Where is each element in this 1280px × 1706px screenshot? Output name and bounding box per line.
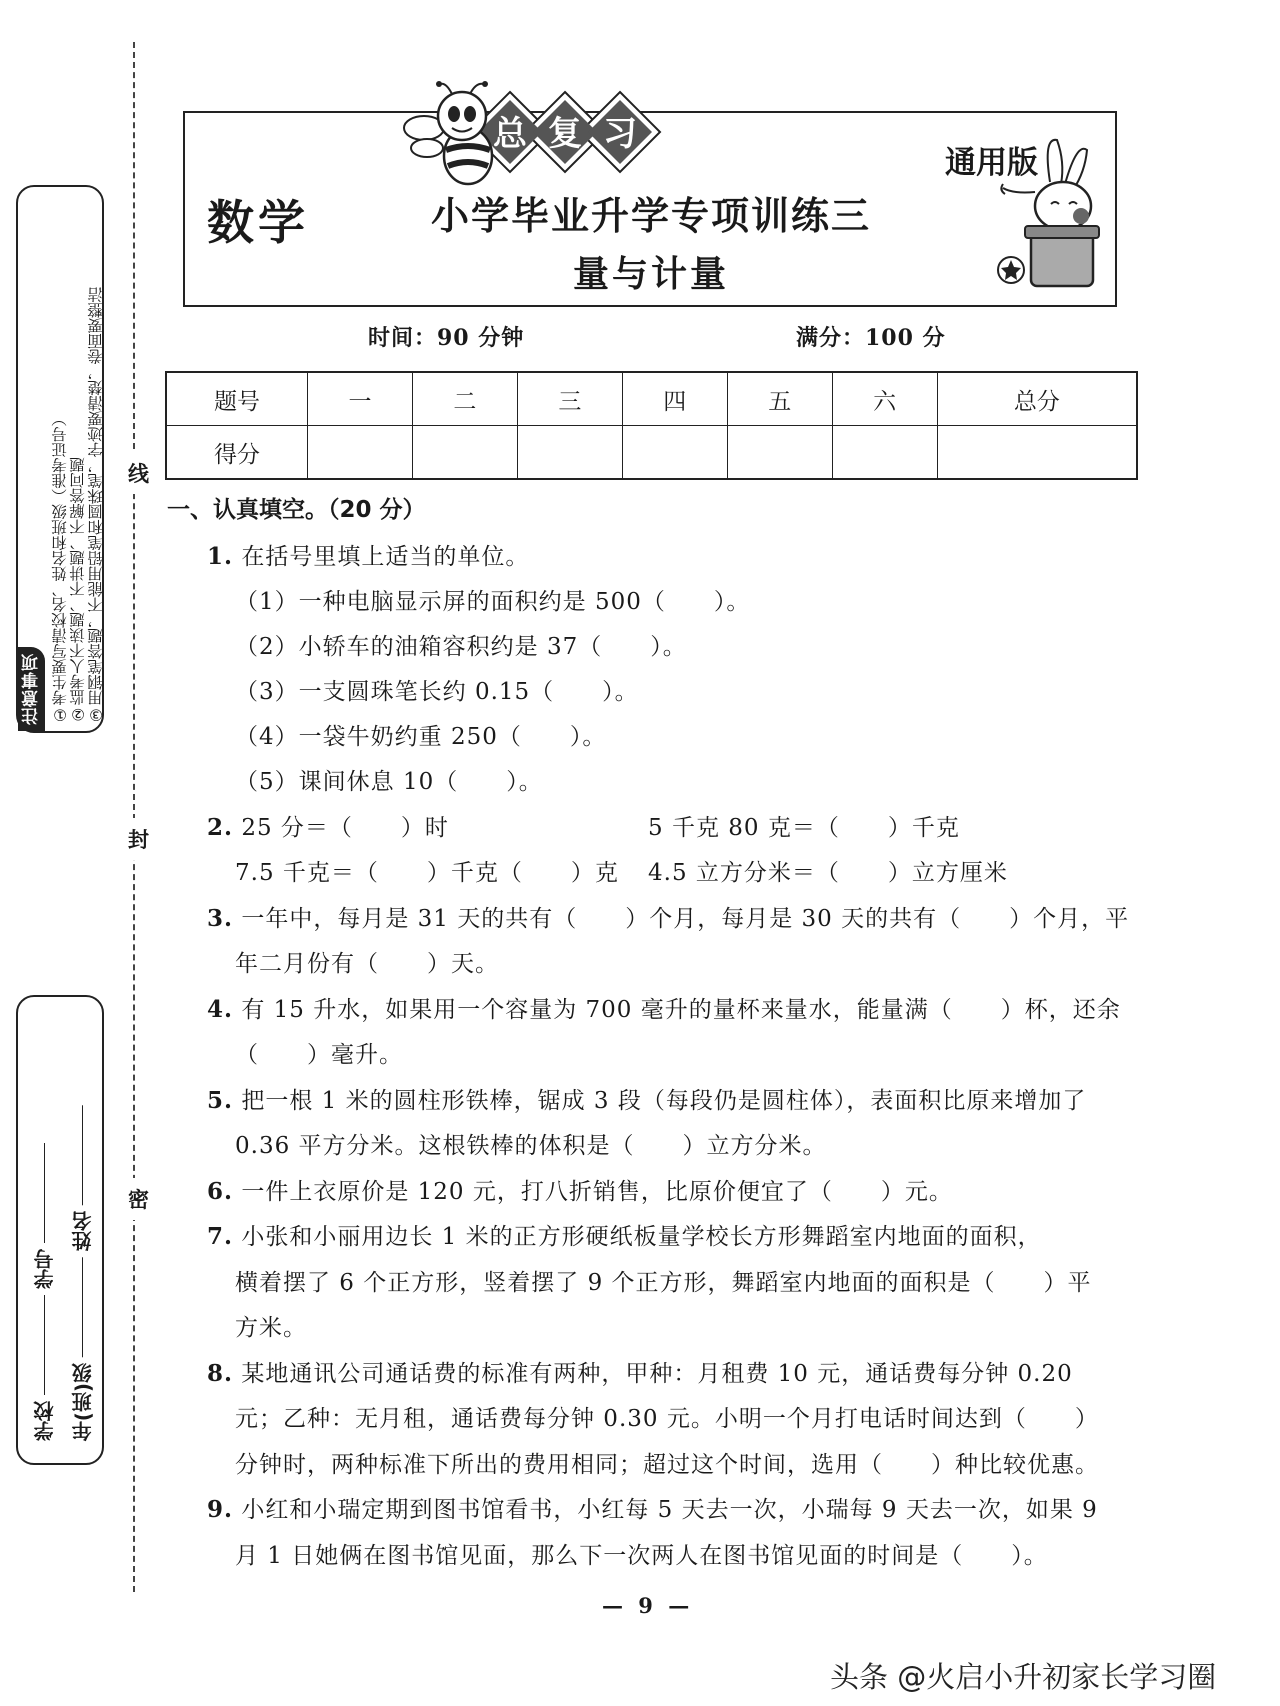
question-text: 分钟时，两种标准下所出的费用相同；超过这个时间，选用（ ）种比较优惠。 xyxy=(235,1452,1099,1478)
question-text: 年二月份有（ ）天。 xyxy=(235,951,499,977)
question-line xyxy=(207,1082,1086,1115)
question-text: 月 1 日她俩在图书馆见面，那么下一次两人在图书馆见面的时间是（ ）。 xyxy=(235,1543,1048,1569)
question-number: 6. xyxy=(207,1178,234,1205)
exam-subtitle: 量与计量 xyxy=(573,254,730,295)
table-header-cell: 五 xyxy=(727,372,832,426)
question-line xyxy=(207,1173,953,1206)
question-line xyxy=(235,673,639,706)
question-line xyxy=(235,854,619,887)
question-line xyxy=(235,718,606,751)
table-header-cell: 总分 xyxy=(937,372,1137,426)
question-text: 25 分＝（ ）时 xyxy=(241,815,449,841)
question-line xyxy=(235,1309,307,1342)
edition-label: 通用版 xyxy=(945,145,1038,181)
question-number: 9. xyxy=(207,1496,234,1523)
question-line xyxy=(235,1446,1099,1479)
exam-full-score: 满分：100 分 xyxy=(796,325,946,351)
school-blank[interactable] xyxy=(45,1295,46,1395)
question-number: 1. xyxy=(207,543,234,570)
score-cell[interactable] xyxy=(622,426,727,480)
student-id-label: 学号 xyxy=(33,1249,57,1289)
table-header-cell: 一 xyxy=(308,372,413,426)
seal-secret-char: 密 xyxy=(128,1178,149,1220)
question-number: 4. xyxy=(207,996,234,1023)
question-line xyxy=(235,1537,1048,1570)
question-text: 0.36 平方分米。这根铁棒的体积是（ ）立方分米。 xyxy=(235,1133,827,1159)
section-1-title: 一、认真填空。（20 分） xyxy=(167,497,426,523)
score-cell[interactable] xyxy=(308,426,413,480)
question-line xyxy=(207,1355,1073,1388)
school-label: 学校 xyxy=(33,1401,57,1441)
exam-title: 小学毕业升学专项训练三 xyxy=(431,194,872,238)
question-number: 8. xyxy=(207,1360,234,1387)
score-row-label: 得分 xyxy=(166,426,308,480)
question-text: （1）一种电脑显示屏的面积约是 500（ ）。 xyxy=(235,589,751,615)
question-line xyxy=(207,900,1129,933)
score-cell[interactable] xyxy=(937,426,1137,480)
class-field xyxy=(68,1099,97,1441)
question-line xyxy=(648,809,960,842)
question-text: 某地通讯公司通话费的标准有两种，甲种：月租费 10 元，通话费每分钟 0.20 xyxy=(241,1361,1073,1387)
binding-dashed-line xyxy=(133,42,135,1592)
notice-item-3: ③用钢笔答题，不能用铅笔和圆珠笔，字迹要清楚，卷面要整洁 xyxy=(87,286,105,723)
question-line xyxy=(235,1264,1092,1297)
badge-char-1: 总 xyxy=(493,114,527,154)
question-text: （3）一支圆珠笔长约 0.15（ ）。 xyxy=(235,679,639,705)
score-cell[interactable] xyxy=(517,426,622,480)
question-text: 小红和小瑞定期到图书馆看书，小红每 5 天去一次，小瑞每 9 天去一次，如果 9 xyxy=(241,1497,1098,1523)
question-number: 3. xyxy=(207,905,234,932)
question-text: 在括号里填上适当的单位。 xyxy=(241,544,530,570)
question-number: 7. xyxy=(207,1223,234,1250)
question-text: 横着摆了 6 个正方形，竖着摆了 9 个正方形，舞蹈室内地面的面积是（ ）平 xyxy=(235,1270,1092,1296)
question-text: （2）小轿车的油箱容积约是 37（ ）。 xyxy=(235,634,687,660)
school-field xyxy=(30,1137,59,1441)
question-text: 5 千克 80 克＝（ ）千克 xyxy=(648,815,960,841)
question-line xyxy=(235,1400,1099,1433)
badge-char-2: 复 xyxy=(548,114,582,154)
seal-seal-char: 封 xyxy=(128,818,149,860)
score-table-score-row xyxy=(166,426,1137,480)
question-text: 7.5 千克＝（ ）千克（ ）克 xyxy=(235,860,619,886)
page-number: — 9 — xyxy=(602,1593,694,1618)
class-label: 年(班)级 xyxy=(71,1362,95,1441)
table-header-cell: 题号 xyxy=(166,372,308,426)
question-text: 小张和小丽用边长 1 米的正方形硬纸板量学校长方形舞蹈室内地面的面积， xyxy=(241,1224,1042,1250)
subject-title: 数学 xyxy=(207,196,309,251)
bunny-mascot-icon xyxy=(995,132,1110,292)
question-text: 4.5 立方分米＝（ ）立方厘米 xyxy=(648,860,1008,886)
score-table-header-row xyxy=(166,372,1137,426)
question-text: 一件上衣原价是 120 元，打八折销售，比原价便宜了（ ）元。 xyxy=(241,1179,953,1205)
seal-line-char: 线 xyxy=(128,452,149,494)
class-blank[interactable] xyxy=(83,1257,84,1357)
student-info-box xyxy=(16,995,104,1465)
score-cell[interactable] xyxy=(727,426,832,480)
question-text: 一年中，每月是 31 天的共有（ ）个月，每月是 30 天的共有（ ）个月，平 xyxy=(241,906,1130,932)
name-label: 姓名 xyxy=(71,1210,95,1251)
question-line xyxy=(235,1127,827,1160)
question-line xyxy=(235,628,687,661)
table-header-cell: 二 xyxy=(412,372,517,426)
name-blank[interactable] xyxy=(83,1105,84,1205)
badge-char-3: 习 xyxy=(603,114,637,154)
watermark-text: 头条 @火启小升初家长学习圈 xyxy=(830,1660,1217,1694)
table-header-cell: 四 xyxy=(622,372,727,426)
question-line xyxy=(648,854,1008,887)
question-text: （ ）毫升。 xyxy=(235,1042,403,1068)
question-line xyxy=(207,538,529,571)
question-text: （4）一袋牛奶约重 250（ ）。 xyxy=(235,724,607,750)
question-text: 把一根 1 米的圆柱形铁棒，锯成 3 段（每段仍是圆柱体），表面积比原来增加了 xyxy=(241,1088,1087,1114)
exam-time: 时间：90 分钟 xyxy=(368,325,525,351)
question-line xyxy=(207,991,1121,1024)
question-line xyxy=(207,1491,1098,1524)
notice-title: 注意事项 xyxy=(18,647,45,731)
question-number: 2. xyxy=(207,814,234,841)
score-cell[interactable] xyxy=(412,426,517,480)
question-line xyxy=(235,763,543,796)
question-text: 有 15 升水，如果用一个容量为 700 毫升的量杯来量水，能量满（ ）杯，还余 xyxy=(241,997,1121,1023)
bee-mascot-icon xyxy=(402,80,522,190)
table-header-cell: 三 xyxy=(517,372,622,426)
question-line xyxy=(207,809,449,842)
score-cell[interactable] xyxy=(832,426,937,480)
question-number: 5. xyxy=(207,1087,234,1114)
student-id-blank[interactable] xyxy=(45,1143,46,1243)
notice-item-1: ①考生要写清校名、姓名和班级（准考证号） xyxy=(51,410,69,723)
question-line xyxy=(235,1036,403,1069)
table-header-cell: 六 xyxy=(832,372,937,426)
question-text: 方米。 xyxy=(235,1315,307,1341)
question-text: （5）课间休息 10（ ）。 xyxy=(235,769,543,795)
score-table xyxy=(165,371,1138,480)
question-line xyxy=(235,583,750,616)
notice-box xyxy=(16,185,104,733)
question-line xyxy=(235,945,499,978)
question-line xyxy=(207,1218,1042,1251)
notice-item-2: ②监考人不读题、不讲题、不解答问题 xyxy=(69,457,87,723)
question-text: 元；乙种：无月租，通话费每分钟 0.30 元。小明一个月打电话时间达到（ ） xyxy=(235,1406,1099,1432)
